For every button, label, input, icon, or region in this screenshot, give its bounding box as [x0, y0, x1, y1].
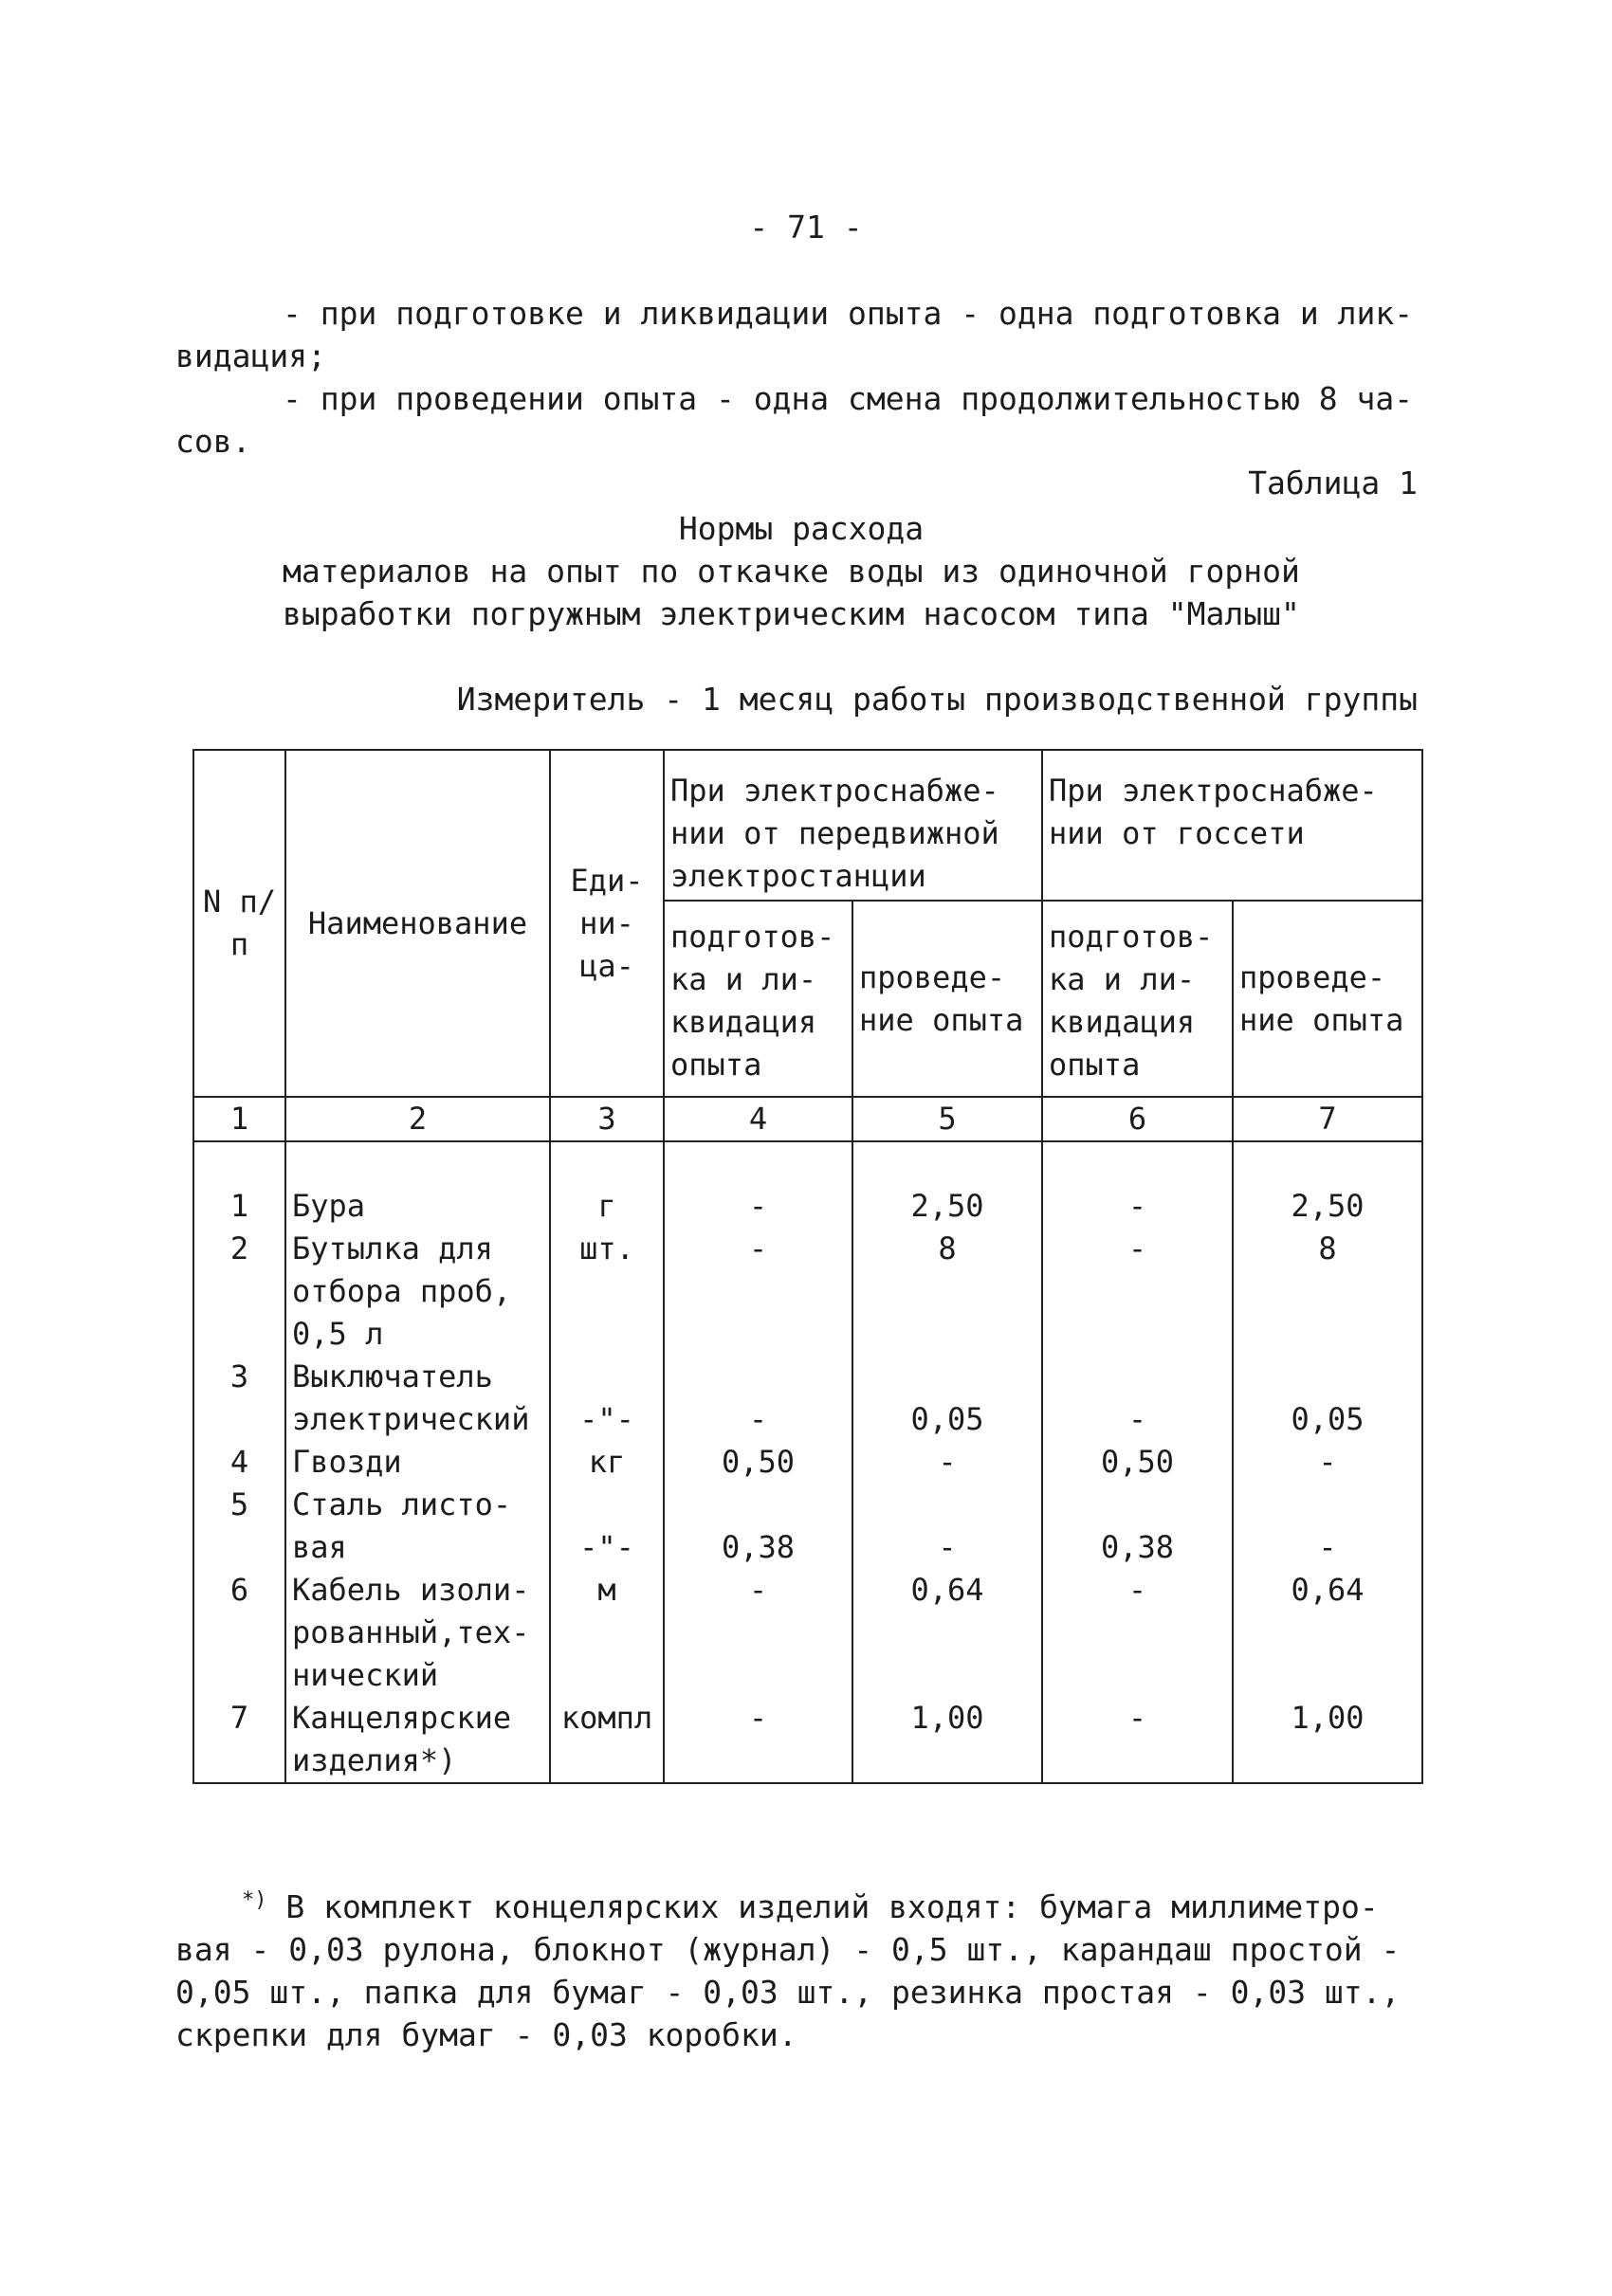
- row-col5: -: [852, 1441, 1042, 1484]
- table-label: Таблица 1: [1248, 465, 1418, 501]
- measure-line: Измеритель - 1 месяц работы производственной группы: [456, 681, 1418, 718]
- title-line-3: выработки погружным электрическим насосом типа "Малыш": [283, 595, 1300, 632]
- row-unit: компл: [550, 1697, 664, 1783]
- row-col5: 0,05: [852, 1356, 1042, 1441]
- header-prep-2: подготов- ка и ли- квидация опыта: [1042, 901, 1233, 1097]
- row-unit: г: [550, 1141, 664, 1228]
- row-col4: -: [664, 1569, 852, 1697]
- header-num: N п/п: [193, 750, 285, 1097]
- row-col6: -: [1042, 1697, 1233, 1783]
- table-row: [193, 1228, 1422, 1356]
- row-col6: 0,50: [1042, 1441, 1233, 1484]
- row-col7: 0,64: [1233, 1569, 1422, 1697]
- row-name: Выключатель электрический: [285, 1356, 550, 1441]
- row-col7: -: [1233, 1441, 1422, 1484]
- row-col4: -: [664, 1141, 852, 1228]
- norms-table: [192, 749, 1423, 1784]
- row-col6: -: [1042, 1141, 1233, 1228]
- header-group-mobile-station: При электроснабже- нии от передвижной электростанции: [664, 750, 1042, 901]
- row-name: Сталь листо- вая: [285, 1484, 550, 1569]
- footnote: [175, 1879, 1427, 2056]
- row-col6: -: [1042, 1569, 1233, 1697]
- table-row: [193, 1356, 1422, 1441]
- row-name: Гвозди: [285, 1441, 550, 1484]
- row-name: Бутылка для отбора проб, 0,5 л: [285, 1228, 550, 1356]
- header-run-1: проведе- ние опыта: [852, 901, 1042, 1097]
- column-number: 6: [1042, 1097, 1233, 1141]
- column-number: 3: [550, 1097, 664, 1141]
- page-number: - 71 -: [749, 209, 863, 246]
- row-col7: 0,05: [1233, 1356, 1422, 1441]
- column-number: 1: [193, 1097, 285, 1141]
- column-number: 7: [1233, 1097, 1422, 1141]
- row-col4: -: [664, 1697, 852, 1783]
- row-col4: -: [664, 1356, 852, 1441]
- row-num: 7: [193, 1697, 285, 1783]
- row-unit: -"-: [550, 1484, 664, 1569]
- row-name: Кабель изоли- рованный,тех- нический: [285, 1569, 550, 1697]
- column-number: 5: [852, 1097, 1042, 1141]
- row-col5: 2,50: [852, 1141, 1042, 1228]
- row-col7: 8: [1233, 1228, 1422, 1356]
- row-num: 1: [193, 1141, 285, 1228]
- column-number: 4: [664, 1097, 852, 1141]
- table-row: [193, 1569, 1422, 1697]
- row-col5: -: [852, 1484, 1042, 1569]
- row-col6: -: [1042, 1228, 1233, 1356]
- row-num: 4: [193, 1441, 285, 1484]
- row-col6: 0,38: [1042, 1484, 1233, 1569]
- row-num: 3: [193, 1356, 285, 1441]
- title-line-1: Нормы расхода: [678, 510, 925, 547]
- paragraph-line-3: - при проведении опыта - одна смена продолжительностью 8 ча-: [283, 380, 1414, 417]
- paragraph-line-2: видация;: [175, 337, 326, 374]
- table-row: [193, 1697, 1422, 1783]
- paragraph-line-1: - при подготовке и ликвидации опыта - одна подготовка и лик-: [283, 295, 1414, 332]
- row-col4: 0,38: [664, 1484, 852, 1569]
- row-col7: 1,00: [1233, 1697, 1422, 1783]
- header-name: Наименование: [285, 750, 550, 1097]
- row-unit: кг: [550, 1441, 664, 1484]
- row-name: Бура: [285, 1141, 550, 1228]
- row-col5: 1,00: [852, 1697, 1042, 1783]
- header-unit: Еди- ни- ца-: [550, 750, 664, 1097]
- header-run-2: проведе- ние опыта: [1233, 901, 1422, 1097]
- row-unit: м: [550, 1569, 664, 1697]
- footnote-text: В комплект концелярских изделий входят: бумага миллиметро- вая - 0,03 рулона, блокнот (журнал) - 0,5 шт., карандаш простой - 0,05 шт., папка для бумаг - 0,03 шт., резинка простая - 0,03 шт., скрепки для бумаг - 0,03 коробки.: [175, 1888, 1401, 2053]
- row-num: 6: [193, 1569, 285, 1697]
- row-num: 2: [193, 1228, 285, 1356]
- row-unit: -"-: [550, 1356, 664, 1441]
- row-col5: 0,64: [852, 1569, 1042, 1697]
- footnote-marker: *): [242, 1888, 267, 1912]
- row-col6: -: [1042, 1356, 1233, 1441]
- header-group-grid: При электроснабже- нии от госсети: [1042, 750, 1422, 901]
- header-prep-1: подготов- ка и ли- квидация опыта: [664, 901, 852, 1097]
- table-row: [193, 1141, 1422, 1228]
- row-col7: -: [1233, 1484, 1422, 1569]
- row-col7: 2,50: [1233, 1141, 1422, 1228]
- row-name: Канцелярские изделия*): [285, 1697, 550, 1783]
- row-col5: 8: [852, 1228, 1042, 1356]
- paragraph-line-4: сов.: [175, 423, 251, 460]
- title-line-2: материалов на опыт по откачке воды из одиночной горной: [283, 553, 1300, 590]
- column-number: 2: [285, 1097, 550, 1141]
- row-unit: шт.: [550, 1228, 664, 1356]
- table-row: [193, 1484, 1422, 1569]
- row-col4: 0,50: [664, 1441, 852, 1484]
- table-row: [193, 1441, 1422, 1484]
- row-col4: -: [664, 1228, 852, 1356]
- row-num: 5: [193, 1484, 285, 1569]
